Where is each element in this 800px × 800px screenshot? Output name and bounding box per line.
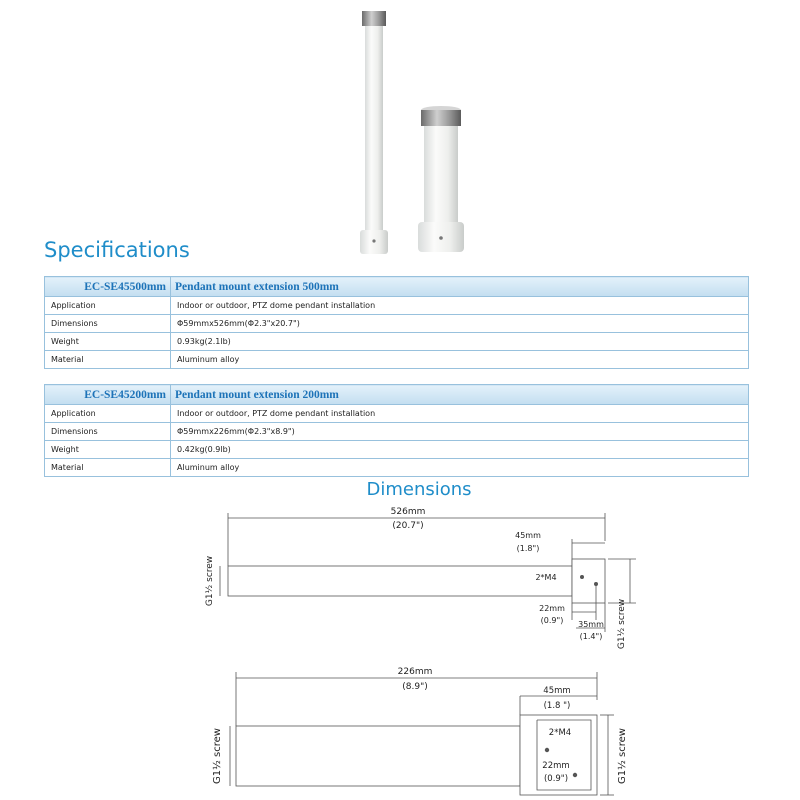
- height-mm-label: 35mm: [578, 620, 604, 629]
- collar-mm-label: 45mm: [543, 686, 571, 696]
- row-value: 0.93kg(2.1lb): [171, 333, 749, 351]
- screw-left-label: G1½ screw: [212, 728, 223, 784]
- hole-offset-mm-label: 22mm: [542, 761, 570, 771]
- hole-offset-in-label: (0.9"): [540, 616, 564, 625]
- row-label: Dimensions: [45, 423, 171, 441]
- table-row: [45, 459, 749, 477]
- hole-label: 2*M4: [548, 728, 572, 738]
- model-title: Pendant mount extension 200mm: [171, 385, 749, 405]
- row-value: Φ59mmx526mm(Φ2.3"x20.7"): [171, 315, 749, 333]
- product-photo: [0, 0, 800, 260]
- collar-in-label: (1.8"): [516, 544, 540, 553]
- collar-in-label: (1.8 "): [543, 701, 571, 711]
- row-value: Aluminum alloy: [171, 459, 749, 477]
- model-number: EC-SE45500mm: [45, 277, 171, 297]
- table-row: [45, 423, 749, 441]
- length-in-label: (20.7"): [392, 521, 424, 531]
- row-label: Material: [45, 459, 171, 477]
- row-label: Material: [45, 351, 171, 369]
- short-tube-image: [418, 106, 464, 252]
- length-mm-label: 226mm: [397, 667, 433, 677]
- row-label: Weight: [45, 441, 171, 459]
- screw-left-label: G1½ screw: [205, 555, 215, 607]
- model-title: Pendant mount extension 500mm: [171, 277, 749, 297]
- hole-offset-in-label: (0.9"): [543, 774, 569, 784]
- table-row: [45, 351, 749, 369]
- table-header-row: [45, 385, 749, 405]
- hole-label: 2*M4: [535, 573, 557, 582]
- dimension-drawings: [0, 500, 800, 800]
- table-row: [45, 315, 749, 333]
- hole-offset-mm-label: 22mm: [539, 604, 565, 613]
- row-value: Φ59mmx226mm(Φ2.3"x8.9"): [171, 423, 749, 441]
- drawing-500mm: [220, 513, 636, 632]
- specifications-heading: Specifications: [44, 238, 190, 262]
- row-value: Indoor or outdoor, PTZ dome pendant installation: [171, 405, 749, 423]
- row-value: Aluminum alloy: [171, 351, 749, 369]
- table-row: [45, 297, 749, 315]
- long-tube-image: [360, 11, 388, 254]
- dimensions-heading: Dimensions: [366, 479, 472, 500]
- height-in-label: (1.4"): [579, 632, 603, 641]
- row-label: Dimensions: [45, 315, 171, 333]
- length-mm-label: 526mm: [390, 507, 426, 517]
- spec-table-200mm: [44, 384, 749, 477]
- table-header-row: [45, 277, 749, 297]
- table-row: [45, 441, 749, 459]
- row-value: Indoor or outdoor, PTZ dome pendant installation: [171, 297, 749, 315]
- screw-right-label: G1½ screw: [617, 598, 627, 650]
- table-row: [45, 333, 749, 351]
- collar-mm-label: 45mm: [515, 531, 541, 540]
- spec-table-500mm: [44, 276, 749, 369]
- model-number: EC-SE45200mm: [45, 385, 171, 405]
- table-row: [45, 405, 749, 423]
- row-label: Application: [45, 405, 171, 423]
- length-in-label: (8.9"): [402, 682, 428, 692]
- screw-right-label: G1½ screw: [617, 728, 628, 784]
- row-label: Weight: [45, 333, 171, 351]
- row-label: Application: [45, 297, 171, 315]
- row-value: 0.42kg(0.9lb): [171, 441, 749, 459]
